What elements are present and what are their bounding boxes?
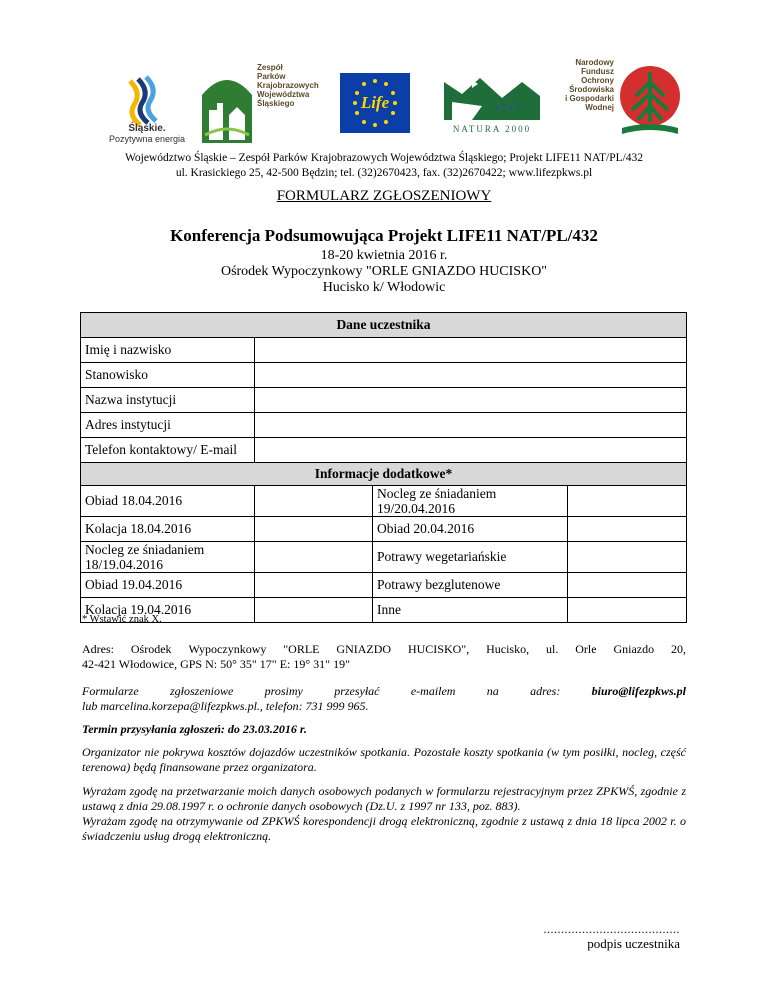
zpk-line: Parków bbox=[257, 72, 286, 81]
option-label: Kolacja 19.04.2016 bbox=[81, 598, 255, 623]
conference-location: Hucisko k/ Włodowic bbox=[322, 280, 446, 295]
header-line-2: ul. Krasickiego 25, 42-500 Będzin; tel. (32)2670423, fax. (32)2670422; www.lifezpkws.pl bbox=[175, 167, 593, 179]
zpk-logo-text bbox=[257, 63, 319, 108]
option-row bbox=[81, 486, 687, 517]
nfosigw-line: i Gospodarki bbox=[565, 94, 614, 103]
deadline: Termin przysyłania zgłoszeń: do 23.03.2016 r. bbox=[82, 722, 307, 736]
address-word: Hucisko, bbox=[486, 642, 530, 656]
option-row bbox=[81, 517, 687, 542]
institution-name-field[interactable] bbox=[255, 388, 687, 413]
option-label: Potrawy bezglutenowe bbox=[373, 573, 568, 598]
zpk-line: Województwa bbox=[257, 90, 310, 99]
participant-header-row bbox=[81, 313, 687, 338]
nfosigw-text bbox=[552, 58, 614, 112]
zpk-line: Krajobrazowych bbox=[257, 81, 319, 90]
position-field[interactable] bbox=[255, 363, 687, 388]
name-field[interactable] bbox=[255, 338, 687, 363]
slaskie-tagline: Pozytywna energia bbox=[108, 134, 186, 144]
nfosigw-line: Fundusz bbox=[581, 67, 614, 76]
participant-row bbox=[81, 413, 687, 438]
address-word: ul. bbox=[545, 642, 559, 656]
address-line-1 bbox=[82, 642, 686, 657]
address-word: Gniazdo bbox=[613, 642, 655, 656]
conference-venue: Ośrodek Wypoczynkowy "ORLE GNIAZDO HUCISKO" bbox=[220, 264, 548, 279]
submission-word: e-mailem bbox=[410, 684, 456, 698]
participant-row bbox=[81, 338, 687, 363]
registration-table bbox=[80, 312, 687, 623]
logo-bar bbox=[82, 58, 686, 150]
nfosigw-line: Środowiska bbox=[569, 85, 614, 94]
zpk-line: Zespół bbox=[257, 63, 283, 72]
option-label: Nocleg ze śniadaniem 19/20.04.2016 bbox=[373, 486, 568, 517]
submission-line-2: lub marcelina.korzepa@lifezpkws.pl., telefon: 731 999 965. bbox=[82, 699, 369, 713]
nfosigw-line: Narodowy bbox=[575, 58, 614, 67]
castle-emblem-icon bbox=[197, 65, 257, 145]
address-word: Ośrodek bbox=[130, 642, 172, 656]
submission-word: na bbox=[486, 684, 499, 698]
submission-block bbox=[82, 684, 686, 714]
participant-row bbox=[81, 363, 687, 388]
submission-word: prosimy bbox=[264, 684, 303, 698]
option-checkbox[interactable] bbox=[255, 542, 373, 573]
submission-word: przesyłać bbox=[334, 684, 380, 698]
option-label: Obiad 19.04.2016 bbox=[81, 573, 255, 598]
costs-note: Organizator nie pokrywa kosztów dojazdów uczestników spotkania. Pozostałe koszty spotkania (w tym posiłki, nocleg, część terenowa) będą finansowane przez organizatora. bbox=[82, 745, 686, 774]
consent-electronic-correspondence: Wyrażam zgodę na otrzymywanie od ZPKWŚ korespondencji drogą elektroniczną, zgodnie z ustawą z dnia 18 lipca 2002 r. o świadczeniu usług drogą elektroniczną. bbox=[82, 814, 686, 843]
address-word: GNIAZDO bbox=[336, 642, 392, 656]
signature-label: podpis uczestnika bbox=[587, 936, 680, 951]
address-word: 20, bbox=[670, 642, 686, 656]
address-word: Adres: bbox=[82, 642, 114, 656]
conference-title: Konferencja Podsumowująca Projekt LIFE11 NAT/PL/432 bbox=[170, 226, 598, 245]
participant-row bbox=[81, 438, 687, 463]
eu-life-logo bbox=[340, 73, 410, 133]
zpk-logo bbox=[197, 63, 327, 148]
option-checkbox[interactable] bbox=[568, 598, 687, 623]
institution-address-field[interactable] bbox=[255, 413, 687, 438]
address-word: Wypoczynkowy bbox=[188, 642, 267, 656]
option-checkbox[interactable] bbox=[255, 598, 373, 623]
slaskie-logo bbox=[92, 73, 192, 148]
option-row bbox=[81, 598, 687, 623]
option-label: Inne bbox=[373, 598, 568, 623]
form-title: FORMULARZ ZGŁOSZENIOWY bbox=[276, 188, 492, 204]
conference-dates: 18-20 kwietnia 2016 r. bbox=[320, 248, 448, 263]
option-checkbox[interactable] bbox=[568, 486, 687, 517]
option-checkbox[interactable] bbox=[568, 573, 687, 598]
submission-word: Formularze bbox=[82, 684, 139, 698]
option-label: Kolacja 18.04.2016 bbox=[81, 517, 255, 542]
address-word: HUCISKO", bbox=[407, 642, 470, 656]
option-checkbox[interactable] bbox=[255, 517, 373, 542]
address-word: "ORLE bbox=[283, 642, 320, 656]
field-label: Adres instytucji bbox=[81, 413, 255, 438]
address-line-2: 42-421 Włodowice, GPS N: 50° 35" 17" E: 19° 31" 19" bbox=[82, 657, 350, 671]
additional-section-heading: Informacje dodatkowe* bbox=[81, 463, 687, 486]
submission-word: zgłoszeniowe bbox=[169, 684, 234, 698]
field-label: Nazwa instytucji bbox=[81, 388, 255, 413]
contact-field[interactable] bbox=[255, 438, 687, 463]
additional-header-row bbox=[81, 463, 687, 486]
option-label: Obiad 18.04.2016 bbox=[81, 486, 255, 517]
option-checkbox[interactable] bbox=[255, 573, 373, 598]
option-label: Nocleg ze śniadaniem 18/19.04.2016 bbox=[81, 542, 255, 573]
field-label: Telefon kontaktowy/ E-mail bbox=[81, 438, 255, 463]
nfosigw-emblem-icon bbox=[618, 62, 682, 142]
field-label: Stanowisko bbox=[81, 363, 255, 388]
slaskie-name: Śląskie. bbox=[128, 123, 166, 134]
option-row bbox=[81, 573, 687, 598]
submission-word: adres: bbox=[530, 684, 561, 698]
option-label: Obiad 20.04.2016 bbox=[373, 517, 568, 542]
option-checkbox[interactable] bbox=[255, 486, 373, 517]
submission-line-1 bbox=[82, 684, 686, 699]
address-word: Orle bbox=[575, 642, 597, 656]
nfosigw-line: Wodnej bbox=[585, 103, 614, 112]
option-label: Potrawy wegetariańskie bbox=[373, 542, 568, 573]
participant-row bbox=[81, 388, 687, 413]
nfosigw-logo bbox=[552, 58, 682, 146]
header-line-1: Województwo Śląskie – Zespół Parków Krajobrazowych Województwa Śląskiego; Projekt LIFE11 NAT/PL/432 bbox=[124, 152, 644, 164]
option-checkbox[interactable] bbox=[568, 517, 687, 542]
footnote: * Wstawić znak X. bbox=[82, 614, 162, 625]
field-label: Imię i nazwisko bbox=[81, 338, 255, 363]
address-block bbox=[82, 642, 686, 672]
natura-2000-logo bbox=[442, 72, 542, 134]
nfosigw-line: Ochrony bbox=[581, 76, 614, 85]
option-checkbox[interactable] bbox=[568, 542, 687, 573]
signature-line: ....................................... bbox=[543, 922, 680, 936]
submission-email-link[interactable]: biuro@lifezpkws.pl bbox=[591, 684, 686, 698]
consent-data-processing: Wyrażam zgodę na przetwarzanie moich danych osobowych podanych w formularzu rejestracyjnym przez ZPKWŚ, zgodnie z ustawą z dnia 29.08.1997 r. o ochronie danych osobowych (Dz.U. z 1997 nr 133, poz. 883). bbox=[82, 784, 686, 813]
option-row bbox=[81, 542, 687, 573]
life-wordmark: Life bbox=[360, 93, 390, 112]
natura-landscape-icon bbox=[442, 72, 542, 122]
natura-text: NATURA 2000 bbox=[452, 124, 532, 134]
zpk-line: Śląskiego bbox=[257, 99, 295, 108]
participant-section-heading: Dane uczestnika bbox=[81, 313, 687, 338]
